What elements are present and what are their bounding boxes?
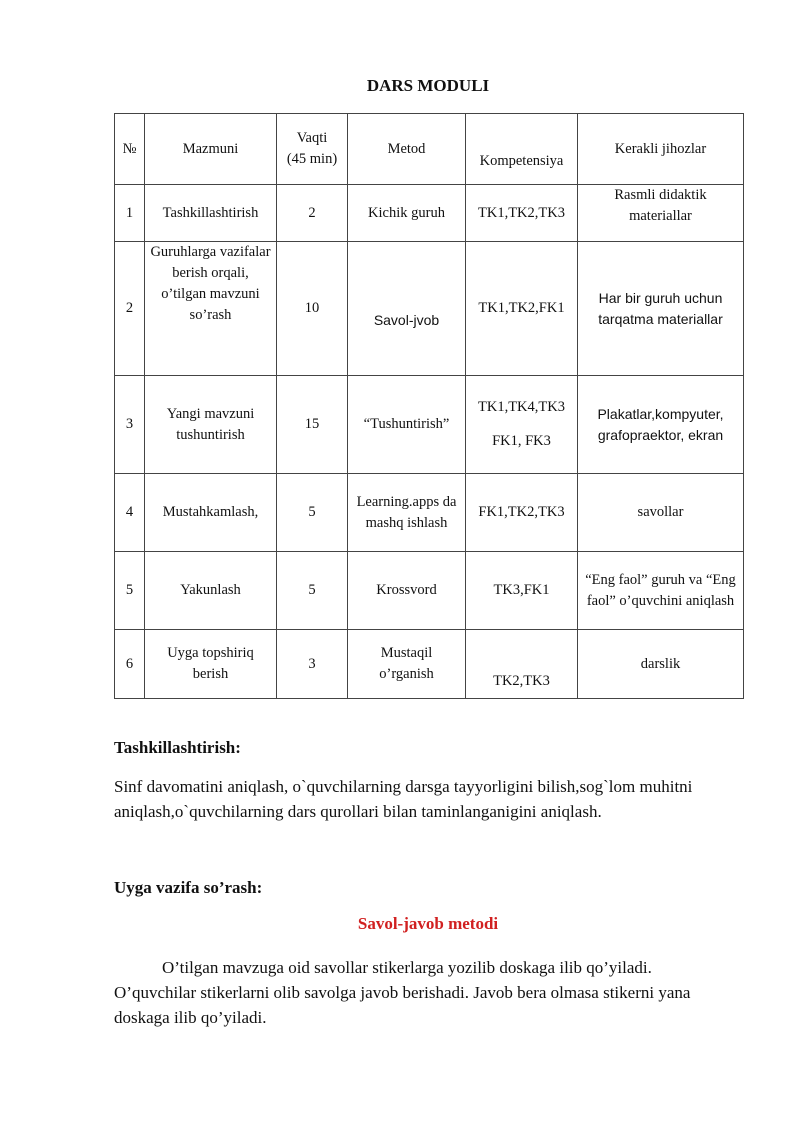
row-competency	[466, 376, 578, 474]
row-number: 4	[115, 474, 145, 552]
table-row	[115, 552, 744, 630]
table-row	[115, 630, 744, 699]
row-content: Yakunlash	[145, 552, 277, 630]
row-competency-line1: TK1,TK4,TK3	[478, 399, 565, 415]
row-equipment: Rasmli didaktik materiallar	[578, 185, 744, 242]
row-time: 2	[277, 185, 348, 242]
row-time: 5	[277, 474, 348, 552]
row-competency: TK2,TK3	[466, 630, 578, 699]
row-number: 6	[115, 630, 145, 699]
document-title: DARS MODULI	[366, 76, 490, 95]
section-heading-homework-check: Uyga vazifa so’rash:	[114, 878, 263, 897]
row-competency-line2: FK1, FK3	[492, 433, 551, 449]
row-content: Guruhlarga vazifalar berish orqali, o’tilgan mavzuni so’rash	[145, 242, 277, 376]
header-time-duration: (45 min)	[286, 151, 338, 167]
row-method: Krossvord	[348, 552, 466, 630]
row-equipment: “Eng faol” guruh va “Eng faol” o’quvchini aniqlash	[578, 552, 744, 630]
row-time: 3	[277, 630, 348, 699]
row-number: 5	[115, 552, 145, 630]
row-method: Savol-jvob	[348, 242, 466, 376]
row-number: 2	[115, 242, 145, 376]
row-time: 10	[277, 242, 348, 376]
row-competency: TK3,FK1	[466, 552, 578, 630]
row-method: Kichik guruh	[348, 185, 466, 242]
row-content: Mustahkamlash,	[145, 474, 277, 552]
header-number: №	[115, 114, 145, 185]
section-paragraph-organization: Sinf davomatini aniqlash, o`quvchilarning darsga tayyorligini bilish,sog`lom muhitni aniqlash,o`quvchilarning dars qurollari bilan taminlanganigini aniqlash.	[114, 777, 693, 821]
row-method: “Tushuntirish”	[348, 376, 466, 474]
section-heading-organization: Tashkillashtirish:	[114, 738, 241, 757]
header-equipment: Kerakli jihozlar	[578, 114, 744, 185]
table-header-row	[115, 114, 744, 185]
row-content: Uyga topshiriq berish	[145, 630, 277, 699]
table-row	[115, 185, 744, 242]
row-method: Mustaqil o’rganish	[348, 630, 466, 699]
row-competency: TK1,TK2,TK3	[466, 185, 578, 242]
header-content: Mazmuni	[145, 114, 277, 185]
method-title: Savol-javob metodi	[357, 914, 499, 933]
row-equipment: darslik	[578, 630, 744, 699]
header-time-label: Vaqti	[296, 130, 328, 146]
header-time	[277, 114, 348, 185]
lesson-module-table	[114, 113, 744, 699]
table-row	[115, 474, 744, 552]
section-paragraph-method: O’tilgan mavzuga oid savollar stikerlarga yozilib doskaga ilib qo’yiladi. O’quvchilar stikerlarni olib savolga javob berishadi. Javob bera olmasa stikerni yana doskaga ilib qo’yiladi.	[114, 958, 691, 1027]
row-time: 5	[277, 552, 348, 630]
table-row	[115, 376, 744, 474]
header-competency: Kompetensiya	[466, 114, 578, 185]
row-competency: FK1,TK2,TK3	[466, 474, 578, 552]
table-row	[115, 242, 744, 376]
row-competency: TK1,TK2,FK1	[466, 242, 578, 376]
row-equipment: Plakatlar,kompyuter, grafopraektor, ekran	[578, 376, 744, 474]
header-method: Metod	[348, 114, 466, 185]
row-method: Learning.apps da mashq ishlash	[348, 474, 466, 552]
row-equipment: Har bir guruh uchun tarqatma materiallar	[578, 242, 744, 376]
row-time: 15	[277, 376, 348, 474]
row-equipment: savollar	[578, 474, 744, 552]
row-number: 1	[115, 185, 145, 242]
row-content: Yangi mavzuni tushuntirish	[145, 376, 277, 474]
row-number: 3	[115, 376, 145, 474]
row-content: Tashkillashtirish	[145, 185, 277, 242]
